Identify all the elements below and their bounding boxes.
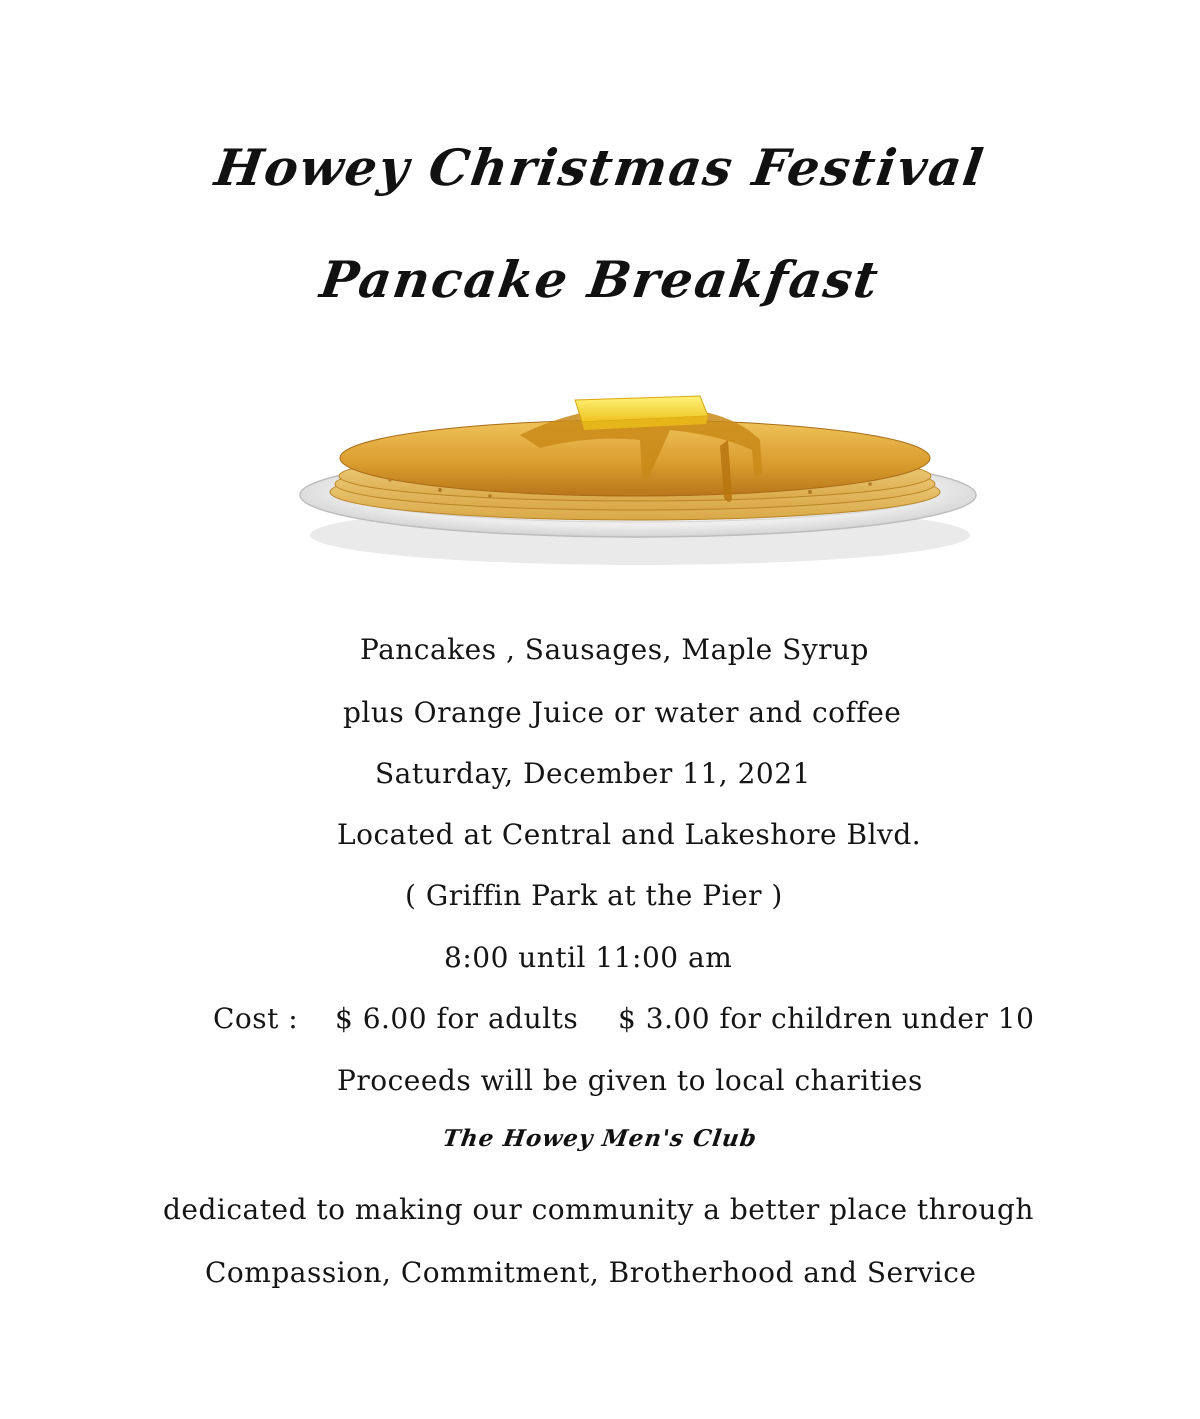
cost-children: $ 3.00 for children under 10 [618,1002,1035,1035]
values-line: Compassion, Commitment, Brotherhood and Service [205,1256,977,1289]
cost-adults: $ 6.00 for adults [335,1002,579,1035]
flyer-title: Howey Christmas Festival [211,138,989,197]
event-date: Saturday, December 11, 2021 [375,757,811,790]
cost-label: Cost : [213,1002,299,1035]
mission-line: dedicated to making our community a better place through [163,1193,1034,1226]
proceeds-note: Proceeds will be given to local charities [337,1064,923,1097]
event-time: 8:00 until 11:00 am [444,941,733,974]
club-name: The Howey Men's Club [441,1125,759,1152]
beverage-line: plus Orange Juice or water and coffee [343,696,902,729]
event-park: ( Griffin Park at the Pier ) [405,879,783,912]
pancake-illustration [290,380,990,570]
event-location: Located at Central and Lakeshore Blvd. [337,818,922,851]
menu-line: Pancakes , Sausages, Maple Syrup [360,633,869,666]
flyer-subtitle: Pancake Breakfast [316,250,884,309]
